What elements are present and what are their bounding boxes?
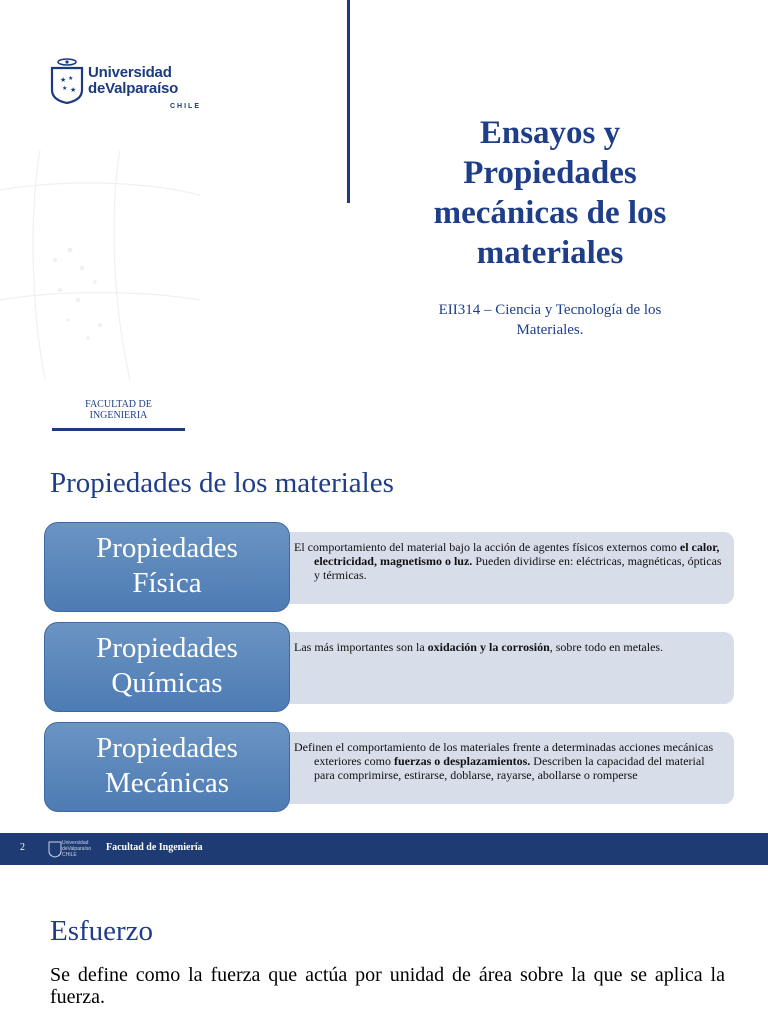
emphasis-text: el calor, electricidad, magnetismo o luz. — [314, 540, 720, 568]
slide-body: Se define como la fuerza que actúa por unidad de área sobre la que se aplica la fuerza. — [50, 964, 725, 1008]
property-description — [266, 732, 734, 804]
page-number: 2 — [20, 842, 25, 853]
property-box: Propiedades Químicas — [44, 622, 290, 712]
body-text: Pueden dividirse en: eléctricas, magnéticas, ópticas y térmicas. — [314, 554, 722, 582]
university-logo — [50, 50, 200, 110]
slide-subtitle: EII314 – Ciencia y Tecnología de los Materiales. — [438, 302, 662, 338]
property-box: Propiedades Física — [44, 522, 290, 612]
slide-heading: Esfuerzo — [50, 915, 154, 947]
property-description — [266, 632, 734, 704]
emphasis-text: oxidación y la corrosión — [427, 640, 550, 654]
svg-text:★: ★ — [70, 86, 77, 94]
svg-text:★: ★ — [62, 86, 68, 92]
property-row-mechanical — [44, 722, 734, 812]
svg-text:★: ★ — [68, 76, 74, 82]
slide-footer — [0, 833, 768, 865]
title-slide — [0, 0, 768, 455]
emphasis-text: fuerzas o desplazamientos. — [393, 754, 531, 768]
university-shield-icon — [50, 58, 84, 104]
property-row-physical — [44, 522, 734, 612]
body-text: Describen la capacidad del material para comprimirse, estirarse, doblarse, rayarse, abollarse o romperse — [314, 754, 705, 782]
faculty-label: FACULTAD DE INGENIERIA — [85, 399, 152, 421]
footer-logo-text: Universidad deValparaíso CHILE — [62, 840, 92, 858]
body-text: , sobre todo en metales. — [549, 640, 664, 654]
property-row-chemical — [44, 622, 734, 712]
slide-heading: Propiedades de los materiales — [50, 467, 394, 499]
logo-line-1: Universidad — [88, 64, 172, 81]
logo-line-2: deValparaíso — [88, 80, 179, 97]
logo-line-3: CHILE — [170, 103, 201, 110]
property-box: Propiedades Mecánicas — [44, 722, 290, 812]
watermark-graphic — [0, 150, 200, 380]
stress-slide — [0, 893, 768, 1024]
body-text: El comportamiento del material bajo la acción de agentes físicos externos como — [294, 540, 680, 554]
footer-faculty: Facultad de Ingeniería — [106, 842, 203, 853]
slide-title: Ensayos y Propiedades mecánicas de los materiales — [433, 115, 667, 271]
body-text: Definen el comportamiento de los materiales frente a determinadas acciones mecánicas exteriores como — [294, 740, 714, 768]
body-text: Las más importantes son la — [294, 640, 428, 654]
faculty-underline — [52, 428, 185, 431]
property-description — [266, 532, 734, 604]
vertical-divider — [347, 0, 350, 203]
svg-text:★: ★ — [60, 76, 67, 84]
properties-slide — [0, 455, 768, 865]
